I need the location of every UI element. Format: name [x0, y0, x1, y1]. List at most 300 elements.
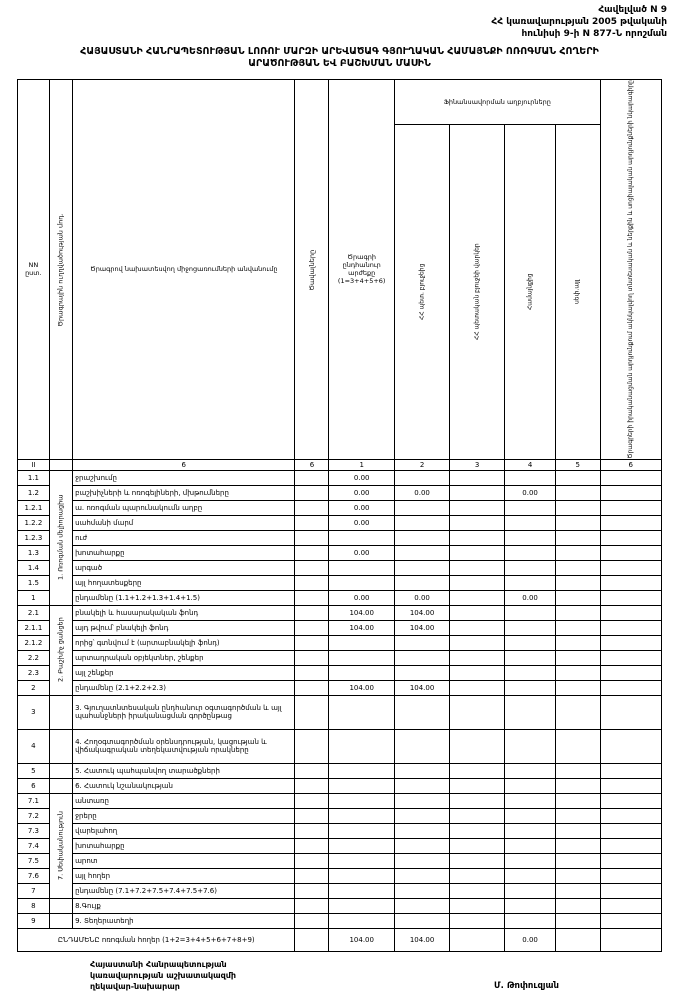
- row-notes: [600, 808, 662, 823]
- row-state: [450, 808, 505, 823]
- row-community: [395, 545, 450, 560]
- colnum-3: 6: [295, 459, 329, 470]
- header-other: սեփ.այլ: [555, 124, 600, 459]
- table-row-section: [18, 695, 662, 729]
- table-row: [18, 545, 662, 560]
- row-unit: [295, 515, 329, 530]
- row-state: [450, 913, 505, 928]
- row-notes: [600, 500, 662, 515]
- row-nn: 2.3: [18, 665, 50, 680]
- row-total: 0.00: [329, 515, 395, 530]
- row-notes: [600, 913, 662, 928]
- table-row-section: [18, 729, 662, 763]
- row-community: [395, 913, 450, 928]
- row-nn: 1.2.3: [18, 530, 50, 545]
- row-grants: [505, 575, 556, 590]
- row-total: [329, 530, 395, 545]
- grand-total-unit: [295, 928, 329, 951]
- row-total: [329, 778, 395, 793]
- row-total: [329, 560, 395, 575]
- row-work: այդ թվում՝ բնակելի ֆոնդ: [73, 620, 295, 635]
- row-nn: 7.2: [18, 808, 50, 823]
- row-total: 0.00: [329, 545, 395, 560]
- row-total: 0.00: [329, 485, 395, 500]
- header-grants: Համայնքից: [505, 124, 556, 459]
- row-grants: [505, 560, 556, 575]
- grand-total-label: ԸՆԴԱՄԵՆԸ ոռոգման հողեր (1+2=3+4+5+6+7+8+9): [18, 928, 295, 951]
- row-notes: [600, 680, 662, 695]
- row-state: [450, 650, 505, 665]
- table-row-subtotal: [18, 883, 662, 898]
- row-total: 0.00: [329, 470, 395, 485]
- row-community: [395, 838, 450, 853]
- row-other: [555, 650, 600, 665]
- row-notes: [600, 620, 662, 635]
- header-state: ՀՀ պետական բյուջեի վարկեր: [450, 124, 505, 459]
- row-state: [450, 635, 505, 650]
- row-group: [49, 695, 72, 729]
- row-state: [450, 695, 505, 729]
- grand-total-community: 104.00: [395, 928, 450, 951]
- row-notes: [600, 545, 662, 560]
- row-total: [329, 635, 395, 650]
- row-state: [450, 868, 505, 883]
- row-nn: 1: [18, 590, 50, 605]
- document-title: [0, 46, 679, 70]
- row-notes: [600, 883, 662, 898]
- row-total: [329, 823, 395, 838]
- colnum-6: 3: [450, 459, 505, 470]
- colnum-5: 2: [395, 459, 450, 470]
- row-total: [329, 913, 395, 928]
- row-state: [450, 485, 505, 500]
- row-notes: [600, 778, 662, 793]
- row-work: ուժ: [73, 530, 295, 545]
- row-group: [49, 778, 72, 793]
- row-notes: [600, 590, 662, 605]
- row-work: արգած: [73, 560, 295, 575]
- row-community: [395, 808, 450, 823]
- row-total: 104.00: [329, 620, 395, 635]
- row-total: [329, 665, 395, 680]
- colnum-2: 6: [73, 459, 295, 470]
- row-work: ընդամենը (2.1+2.2+2.3): [73, 680, 295, 695]
- row-unit: [295, 695, 329, 729]
- header-line-1: Հավելված N 9: [598, 5, 667, 15]
- row-total: [329, 898, 395, 913]
- row-nn: 5: [18, 763, 50, 778]
- row-total: 0.00: [329, 500, 395, 515]
- row-grants: [505, 778, 556, 793]
- row-state: [450, 575, 505, 590]
- row-total: [329, 793, 395, 808]
- row-grants: [505, 868, 556, 883]
- row-other: [555, 838, 600, 853]
- row-community: [395, 778, 450, 793]
- row-community: 0.00: [395, 590, 450, 605]
- row-community: [395, 665, 450, 680]
- row-state: [450, 680, 505, 695]
- row-group: [49, 898, 72, 913]
- row-notes: [600, 695, 662, 729]
- row-state: [450, 470, 505, 485]
- row-state: [450, 530, 505, 545]
- table-row: [18, 635, 662, 650]
- table-row-subtotal: [18, 680, 662, 695]
- title-line-2: ԱՐԱԾՈՒԹՅԱՆ ԵՎ ԲԱՇԽՄԱՆ ՄԱՍԻՆ: [248, 58, 431, 69]
- row-unit: [295, 650, 329, 665]
- row-other: [555, 545, 600, 560]
- row-grants: 0.00: [505, 590, 556, 605]
- row-work: 8.Գույք: [73, 898, 295, 913]
- row-unit: [295, 545, 329, 560]
- header-direction: Ծրագրային ուղղվածության մոդ.: [49, 80, 72, 460]
- row-grants: [505, 808, 556, 823]
- row-other: [555, 793, 600, 808]
- row-work: ա. ոռոգման պարունակումն աղբը: [73, 500, 295, 515]
- row-unit: [295, 680, 329, 695]
- row-nn: 2.1.1: [18, 620, 50, 635]
- row-notes: [600, 898, 662, 913]
- row-total: [329, 729, 395, 763]
- row-grants: [505, 470, 556, 485]
- table-row: [18, 868, 662, 883]
- row-grants: [505, 530, 556, 545]
- header-line-3: հունիսի 9-ի N 877-Ն որոշման: [521, 29, 667, 39]
- row-work: խոտահարքը: [73, 838, 295, 853]
- row-work: այլ շենքեր: [73, 665, 295, 680]
- row-work: բնակելի և հասարակական ֆոնդ: [73, 605, 295, 620]
- row-work: ընդամենը (7.1+7.2+7.5+7.4+7.5+7.6): [73, 883, 295, 898]
- row-total: 104.00: [329, 605, 395, 620]
- row-grants: [505, 695, 556, 729]
- colnum-7: 4: [505, 459, 556, 470]
- row-work: 9. Տեղերատեղի: [73, 913, 295, 928]
- row-other: [555, 530, 600, 545]
- row-state: [450, 560, 505, 575]
- row-nn: 1.1: [18, 470, 50, 485]
- row-community: [395, 470, 450, 485]
- table-row: [18, 560, 662, 575]
- colnum-0: II: [18, 459, 50, 470]
- row-unit: [295, 605, 329, 620]
- row-nn: 2.1.2: [18, 635, 50, 650]
- table-row: [18, 575, 662, 590]
- row-nn: 1.5: [18, 575, 50, 590]
- table-row-section: [18, 778, 662, 793]
- table-row-grand-total: [18, 928, 662, 951]
- row-other: [555, 470, 600, 485]
- row-nn: 4: [18, 729, 50, 763]
- row-unit: [295, 913, 329, 928]
- row-nn: 2.2: [18, 650, 50, 665]
- row-grants: [505, 545, 556, 560]
- row-other: [555, 808, 600, 823]
- row-community: 104.00: [395, 680, 450, 695]
- row-community: [395, 883, 450, 898]
- footer-line-1: Հայաստանի Հանրապետության: [90, 959, 227, 969]
- header-total: Ծրագրի ընդհանուր արժեքը (1=3+4+5+6): [329, 80, 395, 460]
- grand-total-total: 104.00: [329, 928, 395, 951]
- table-row-subtotal: [18, 590, 662, 605]
- row-grants: [505, 650, 556, 665]
- row-grants: [505, 793, 556, 808]
- row-notes: [600, 515, 662, 530]
- row-unit: [295, 853, 329, 868]
- row-work: արոտ: [73, 853, 295, 868]
- row-total: [329, 868, 395, 883]
- grand-total-state: [450, 928, 505, 951]
- row-other: [555, 823, 600, 838]
- row-work: այլ հողատեսքերը: [73, 575, 295, 590]
- row-unit: [295, 470, 329, 485]
- row-nn: 9: [18, 913, 50, 928]
- row-community: 0.00: [395, 485, 450, 500]
- row-unit: [295, 823, 329, 838]
- row-other: [555, 635, 600, 650]
- header-notes: Ծրագրերի իրականացման արդյունքում ակնկալվող տնտեսական և ներքին և սոցիալական արդյունքների նկարագիրը: [600, 80, 662, 460]
- row-total: 104.00: [329, 680, 395, 695]
- row-notes: [600, 665, 662, 680]
- table-row: [18, 605, 662, 620]
- row-work: 6. Հատուկ նշանակության: [73, 778, 295, 793]
- row-other: [555, 853, 600, 868]
- row-total: [329, 853, 395, 868]
- row-nn: 7: [18, 883, 50, 898]
- row-community: [395, 853, 450, 868]
- row-unit: [295, 590, 329, 605]
- row-unit: [295, 778, 329, 793]
- row-notes: [600, 530, 662, 545]
- group-label-1: 1. Ոռոգման մելիորացիա: [49, 470, 72, 605]
- row-work: անտառը: [73, 793, 295, 808]
- row-grants: [505, 665, 556, 680]
- row-other: [555, 590, 600, 605]
- row-community: [395, 515, 450, 530]
- row-nn: 1.2.2: [18, 515, 50, 530]
- table-row: [18, 620, 662, 635]
- row-other: [555, 898, 600, 913]
- row-unit: [295, 808, 329, 823]
- row-unit: [295, 793, 329, 808]
- row-state: [450, 793, 505, 808]
- row-nn: 7.6: [18, 868, 50, 883]
- row-unit: [295, 665, 329, 680]
- row-other: [555, 868, 600, 883]
- document-footer: [0, 959, 679, 992]
- row-state: [450, 778, 505, 793]
- row-other: [555, 913, 600, 928]
- header-line-2: ՀՀ կառավարության 2005 թվականի: [491, 17, 667, 27]
- row-total: [329, 650, 395, 665]
- row-grants: [505, 898, 556, 913]
- row-community: [395, 635, 450, 650]
- row-state: [450, 515, 505, 530]
- row-community: [395, 500, 450, 515]
- row-other: [555, 500, 600, 515]
- header-sources-group: Ֆինանսավորման աղբյուրները: [395, 80, 600, 125]
- table-row: [18, 470, 662, 485]
- row-state: [450, 665, 505, 680]
- document-header: [0, 0, 679, 40]
- row-notes: [600, 838, 662, 853]
- colnum-1: [49, 459, 72, 470]
- row-nn: 7.5: [18, 853, 50, 868]
- row-community: [395, 530, 450, 545]
- row-total: [329, 695, 395, 729]
- row-work: 3. Գյուղատնտեսական ընդհանուր օգտագործման և այլ պահանջների իրականացման գործընթաց: [73, 695, 295, 729]
- row-notes: [600, 560, 662, 575]
- table-row-section: [18, 913, 662, 928]
- row-grants: [505, 883, 556, 898]
- row-work: 4. Հողօգտագործման օրենսդրության, կացության և վիճակագրական տեղեկատվության որակները: [73, 729, 295, 763]
- header-nn: NN ըստ.: [18, 80, 50, 460]
- row-notes: [600, 635, 662, 650]
- row-work: արտադրական օբյեկտներ, շենքեր: [73, 650, 295, 665]
- group-label-2: 2. Բաշխիչ ցանցեր: [49, 605, 72, 695]
- row-nn: 8: [18, 898, 50, 913]
- row-unit: [295, 485, 329, 500]
- row-notes: [600, 605, 662, 620]
- row-community: [395, 793, 450, 808]
- row-other: [555, 485, 600, 500]
- row-grants: [505, 838, 556, 853]
- row-grants: [505, 635, 556, 650]
- row-state: [450, 590, 505, 605]
- row-notes: [600, 485, 662, 500]
- row-notes: [600, 650, 662, 665]
- row-state: [450, 823, 505, 838]
- row-state: [450, 620, 505, 635]
- row-group: [49, 729, 72, 763]
- row-nn: 1.3: [18, 545, 50, 560]
- row-state: [450, 605, 505, 620]
- row-grants: [505, 823, 556, 838]
- row-unit: [295, 729, 329, 763]
- row-work: վարելահող: [73, 823, 295, 838]
- row-unit: [295, 560, 329, 575]
- row-total: [329, 808, 395, 823]
- row-community: [395, 650, 450, 665]
- colnum-4: 1: [329, 459, 395, 470]
- table-row-section: [18, 898, 662, 913]
- row-nn: 7.3: [18, 823, 50, 838]
- title-line-1: ՀԱՅԱՍՏԱՆԻ ՀԱՆՐԱՊԵՏՈՒԹՅԱՆ ԼՈՌՈՒ ՄԱՐԶԻ ԱՐԵՎԱԾԱԳ ԳՅՈՒՂԱԿԱՆ ՀԱՄԱՅՆՔԻ ՈՌՈԳՄԱՆ ՀՈՂԵՐԻ: [80, 46, 599, 57]
- table-row: [18, 515, 662, 530]
- row-notes: [600, 823, 662, 838]
- row-work: ջրերը: [73, 808, 295, 823]
- header-works: Ծրագրով նախատեսվող միջոցառումների անվանումը: [73, 80, 295, 460]
- row-community: [395, 695, 450, 729]
- row-nn: 3: [18, 695, 50, 729]
- row-total: [329, 883, 395, 898]
- row-work: ջրաշխումը: [73, 470, 295, 485]
- row-unit: [295, 883, 329, 898]
- row-community: [395, 868, 450, 883]
- row-state: [450, 883, 505, 898]
- row-work: այլ հողեր: [73, 868, 295, 883]
- row-grants: [505, 913, 556, 928]
- row-unit: [295, 530, 329, 545]
- row-work: 5. Հատուկ պահպանվող տարածքների: [73, 763, 295, 778]
- table-row: [18, 485, 662, 500]
- row-other: [555, 729, 600, 763]
- row-community: [395, 898, 450, 913]
- row-unit: [295, 620, 329, 635]
- colnum-9: 6: [600, 459, 662, 470]
- footer-line-3: ղեկավար-նախարար: [90, 981, 180, 991]
- row-total: [329, 575, 395, 590]
- table-row: [18, 530, 662, 545]
- header-community: ՀՀ պետ. բյուջեից: [395, 124, 450, 459]
- signature-name: Մ. Թոփուզյան: [494, 980, 559, 991]
- row-nn: 6: [18, 778, 50, 793]
- row-community: [395, 729, 450, 763]
- row-state: [450, 500, 505, 515]
- row-work: ընդամենը (1.1+1.2+1.3+1.4+1.5): [73, 590, 295, 605]
- row-work: խոտահարքը: [73, 545, 295, 560]
- row-notes: [600, 729, 662, 763]
- grand-total-grants: 0.00: [505, 928, 556, 951]
- row-other: [555, 560, 600, 575]
- row-other: [555, 680, 600, 695]
- table-row: [18, 808, 662, 823]
- row-grants: [505, 500, 556, 515]
- row-total: [329, 838, 395, 853]
- table-row: [18, 650, 662, 665]
- row-notes: [600, 470, 662, 485]
- row-unit: [295, 575, 329, 590]
- footer-line-2: կառավարության աշխատակազմի: [90, 970, 237, 980]
- row-nn: 1.2.1: [18, 500, 50, 515]
- row-nn: 1.2: [18, 485, 50, 500]
- row-unit: [295, 500, 329, 515]
- row-nn: 1.4: [18, 560, 50, 575]
- table-row: [18, 500, 662, 515]
- row-other: [555, 620, 600, 635]
- row-unit: [295, 898, 329, 913]
- row-grants: [505, 680, 556, 695]
- row-nn: 2.1: [18, 605, 50, 620]
- row-state: [450, 838, 505, 853]
- row-unit: [295, 635, 329, 650]
- row-state: [450, 545, 505, 560]
- row-other: [555, 605, 600, 620]
- row-grants: [505, 515, 556, 530]
- row-group: [49, 913, 72, 928]
- land-allocation-table: [17, 79, 662, 952]
- row-work: բաշխիչների և ոռոգելիների, մխթումները: [73, 485, 295, 500]
- row-community: [395, 823, 450, 838]
- row-unit: [295, 868, 329, 883]
- row-unit: [295, 838, 329, 853]
- row-other: [555, 883, 600, 898]
- row-total: 0.00: [329, 590, 395, 605]
- row-state: [450, 729, 505, 763]
- row-grants: [505, 620, 556, 635]
- row-state: [450, 898, 505, 913]
- header-unit: Ծավալները: [295, 80, 329, 460]
- table-row: [18, 853, 662, 868]
- row-work: որից՝ գտնվում է (արտաբնակելի ֆոնդ): [73, 635, 295, 650]
- row-community: [395, 575, 450, 590]
- row-nn: 7.4: [18, 838, 50, 853]
- row-community: 104.00: [395, 605, 450, 620]
- row-notes: [600, 853, 662, 868]
- row-grants: [505, 729, 556, 763]
- row-notes: [600, 793, 662, 808]
- row-community: [395, 560, 450, 575]
